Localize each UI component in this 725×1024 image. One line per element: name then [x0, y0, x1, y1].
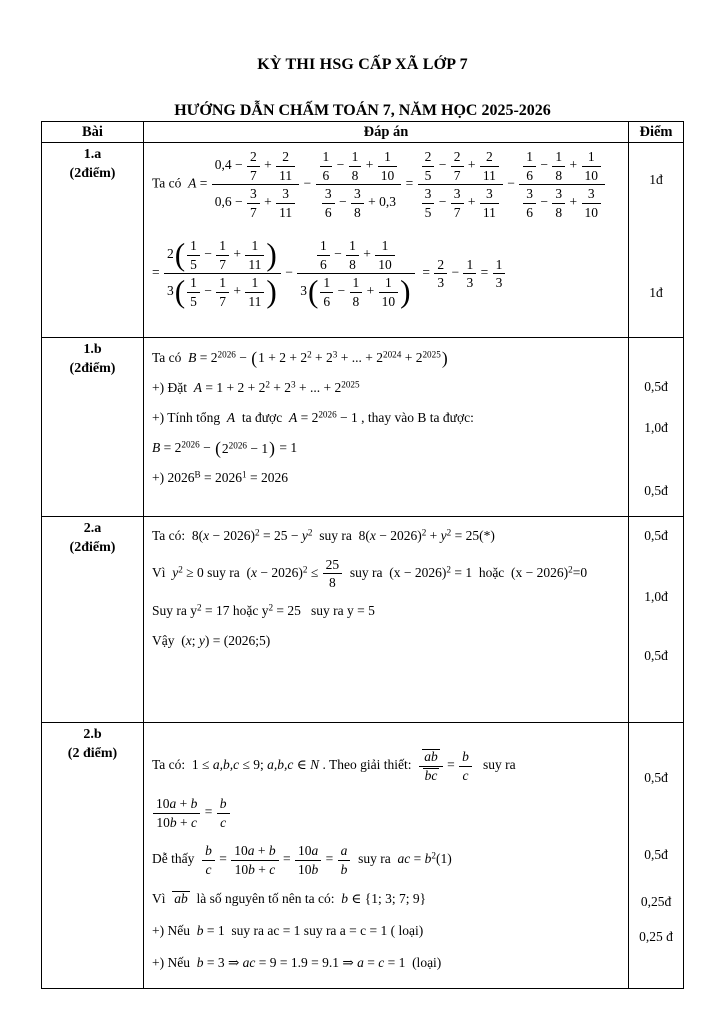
- fraction: $\frac{1}{6}$ − $\frac{1}{8}$ + $\frac{1}{10}$ 3 ( $\frac{1}{6}$ − $\frac{1}{8}$ + $\frac{1}{10}$ ): [297, 238, 414, 309]
- fraction: $\frac{1}{10}$: [378, 149, 398, 183]
- fraction: $\frac{1}{5}$: [187, 238, 200, 272]
- fraction: $\frac{10a}{10b}$: [295, 843, 321, 877]
- problem-label-cell: [42, 723, 144, 989]
- fraction: $\frac{3}{6}$: [523, 186, 536, 220]
- answer-cell: [144, 338, 629, 517]
- fraction: $\frac{2}{11}$: [480, 149, 499, 183]
- fraction: $\frac{1}{10}$: [375, 238, 395, 272]
- answer-cell: [144, 723, 629, 989]
- points-cell: [629, 338, 684, 517]
- fraction: $\frac{1}{8}$: [350, 275, 363, 309]
- answer-line: +) Đặt $A = 1 + 2 + 2^2 + 2^3$ + ... + $2^{2025}$: [152, 379, 360, 396]
- document-title: KỲ THI HSG CẤP XÃ LỚP 7: [257, 56, 468, 73]
- grading-table: [41, 121, 684, 989]
- fraction: [419, 749, 443, 783]
- problem-id: 2.b: [83, 727, 102, 742]
- point-value: 0,5đ: [644, 770, 668, 785]
- fraction: $\frac{1}{6}$: [523, 149, 536, 183]
- problem-points-total: (2điểm): [69, 360, 116, 376]
- answer-line: Vì $y^2 \ge 0$ suy ra $(x - 2026)^2$ ≤ $\frac{25}{8}$ suy ra $(x - 2026)^2 = 1$ hoặc $(x - 2026)^2=0$: [152, 556, 588, 591]
- header-diem: Điểm: [629, 122, 684, 143]
- answer-line: = 2 ( $\frac{1}{5}$ − $\frac{1}{7}$ + $\frac{1}{11}$ ) 3 ( $\frac{1}{5}$ − $\frac{1}{7}$ + $\frac{1}{11}$ ) − $\frac{1}{6}$ − $\frac{1}{8}$ + $\frac{1}{10}$ 3 ( $\frac{1}{6}$ − $\frac{1}{8}$ + $\frac{1}{10}$ ) = $\frac{2}{3}$ − $\frac{1}{3}$ = $\frac{1}{3}$: [152, 238, 624, 309]
- fraction: $\frac{3}{7}$: [451, 186, 464, 220]
- answer-cell: [144, 143, 629, 338]
- answer-cell: [144, 517, 629, 723]
- fraction: $\frac{1}{11}$: [245, 238, 264, 272]
- answer-line: Vì ab là số nguyên tố nên ta có: b ∈ {1; 3; 7; 9}: [152, 891, 427, 907]
- point-value: 0,5đ: [644, 648, 668, 663]
- fraction: $\frac{10a + b}{10b + c}$: [231, 843, 278, 877]
- fraction: $\frac{3}{6}$: [322, 186, 335, 220]
- overline: ab: [424, 749, 438, 764]
- problem-id: 2.a: [83, 521, 102, 536]
- fraction: $\frac{3}{11}$: [480, 186, 499, 220]
- answer-line: +) $2026^B = 2026^1 = 2026$: [152, 469, 288, 486]
- fraction: $\frac{1}{6}$: [320, 149, 333, 183]
- fraction: 0,4 − $\frac{2}{7}$ + $\frac{2}{11}$ 0,6 − $\frac{3}{7}$ + $\frac{3}{11}$: [212, 149, 299, 220]
- answer-line: $\frac{10a + b}{10b + c}$ = $\frac{b}{c}$: [152, 796, 624, 830]
- fraction: $\frac{2}{5}$: [422, 149, 435, 183]
- table-row-1b: [42, 338, 684, 517]
- answer-line: Vậy (x; y) = (2026;5): [152, 632, 271, 648]
- header-dapan: Đáp án: [144, 122, 629, 143]
- fraction: $\frac{1}{10}$: [582, 149, 602, 183]
- points-cell: [629, 517, 684, 723]
- problem-points-total: (2điểm): [69, 539, 116, 555]
- table-row-2a: [42, 517, 684, 723]
- table-row-1a: [42, 143, 684, 338]
- fraction: $\frac{1}{5}$: [187, 275, 200, 309]
- problem-label-cell: [42, 143, 144, 338]
- fraction: $\frac{1}{6}$: [320, 275, 333, 309]
- fraction: $\frac{b}{c}$: [459, 749, 472, 783]
- fraction: $\frac{3}{11}$: [276, 186, 295, 220]
- overline: ab: [174, 891, 188, 907]
- answer-line: +) Tính tổng A ta được $A = 2^{2026} - 1$ , thay vào B ta được:: [152, 409, 474, 426]
- answer-line: $B = 2^{2026}$ − ( $2^{2026} - 1$ ) = 1: [152, 438, 298, 459]
- fraction: $\frac{25}{8}$: [323, 557, 343, 591]
- point-value: 0,25 đ: [639, 929, 673, 944]
- problem-label-cell: [42, 517, 144, 723]
- fraction: $\frac{1}{8}$: [349, 149, 362, 183]
- table-row-2b: [42, 723, 684, 989]
- overline: bc: [424, 767, 438, 783]
- point-value: 1,0đ: [644, 589, 668, 604]
- fraction: $\frac{1}{6}$: [317, 238, 330, 272]
- fraction: $\frac{a}{b}$: [338, 843, 351, 877]
- answer-line: +) Nếu b = 1 suy ra ac = 1 suy ra a = c = 1 ( loại): [152, 922, 424, 938]
- fraction: $\frac{1}{10}$: [379, 275, 399, 309]
- fraction: $\frac{1}{6}$ − $\frac{1}{8}$ + $\frac{1}{10}$ $\frac{3}{6}$ − $\frac{3}{8}$ + 0,3: [316, 149, 402, 220]
- fraction: $\frac{b}{c}$: [217, 796, 230, 830]
- fraction: 2 ( $\frac{1}{5}$ − $\frac{1}{7}$ + $\frac{1}{11}$ ) 3 ( $\frac{1}{5}$ − $\frac{1}{7}$ + $\frac{1}{11}$ ): [164, 238, 281, 309]
- fraction: $\frac{1}{3}$: [463, 257, 476, 291]
- point-value: 0,5đ: [644, 379, 668, 394]
- point-value: 0,5đ: [644, 483, 668, 498]
- fraction: $\frac{2}{7}$: [451, 149, 464, 183]
- fraction: $\frac{2}{3}$: [434, 257, 447, 291]
- problem-label-cell: [42, 338, 144, 517]
- point-value: 1,0đ: [644, 420, 668, 435]
- problem-points-total: (2điểm): [69, 165, 116, 181]
- fraction: $\frac{10a + b}{10b + c}$: [153, 796, 200, 830]
- answer-line: Ta có A = 0,4 − $\frac{2}{7}$ + $\frac{2}{11}$ 0,6 − $\frac{3}{7}$ + $\frac{3}{11}$ − $\frac{1}{6}$ − $\frac{1}{8}$ + $\frac{1}{10}$ $\frac{3}{6}$ − $\frac{3}{8}$ + 0,3 = $\frac{2}{5}$ − $\frac{2}{7}$ + $\frac{2}{11}$ $\frac{3}{5}$ − $\frac{3}{7}$ + $\frac{3}{11}$ − $\frac{1}{6}$ − $\frac{1}{8}$ + $\frac{1}{10}$ $\frac{3}{6}$ − $\frac{3}{8}$ + $\frac{3}{10}$: [152, 149, 624, 220]
- fraction: $\frac{2}{5}$ − $\frac{2}{7}$ + $\frac{2}{11}$ $\frac{3}{5}$ − $\frac{3}{7}$ + $\frac{3}{11}$: [418, 149, 503, 220]
- fraction: $\frac{1}{6}$ − $\frac{1}{8}$ + $\frac{1}{10}$ $\frac{3}{6}$ − $\frac{3}{8}$ + $\frac{3}{10}$: [519, 149, 605, 220]
- fraction: $\frac{1}{3}$: [493, 257, 506, 291]
- answer-line: Ta có: $8(x - 2026)^2 = 25 - y^2$ suy ra $8(x - 2026)^2 + y^2 = 25(*)$: [152, 527, 495, 543]
- point-value: 0,5đ: [644, 847, 668, 862]
- fraction: $\frac{3}{5}$: [422, 186, 435, 220]
- point-value: 0,5đ: [644, 528, 668, 543]
- fraction: $\frac{1}{8}$: [346, 238, 359, 272]
- fraction: $\frac{1}{7}$: [216, 275, 229, 309]
- points-cell: [629, 143, 684, 338]
- fraction: $\frac{b}{c}$: [202, 843, 215, 877]
- table-header-row: [42, 122, 684, 143]
- point-value: 1đ: [649, 172, 663, 187]
- fraction: $\frac{3}{8}$: [351, 186, 364, 220]
- document-subtitle: HƯỚNG DẪN CHẤM TOÁN 7, NĂM HỌC 2025-2026: [174, 102, 551, 119]
- problem-id: 1.b: [83, 342, 102, 357]
- problem-id: 1.a: [83, 147, 102, 162]
- problem-points-total: (2 điểm): [67, 745, 118, 761]
- point-value: 0,25đ: [640, 894, 672, 909]
- fraction: $\frac{1}{7}$: [216, 238, 229, 272]
- fraction: $\frac{1}{11}$: [245, 275, 264, 309]
- fraction: $\frac{1}{8}$: [552, 149, 565, 183]
- answer-line: Ta có: 1 ≤ a,b,c ≤ 9; a,b,c ∈ N . Theo giải thiết: $\frac{ab}{bc}$ = $\frac{b}{c}$ suy ra: [152, 749, 516, 783]
- answer-line: Dễ thấy $\frac{b}{c}$ = $\frac{10a + b}{10b + c}$ = $\frac{10a}{10b}$ = $\frac{a}{b}$ suy ra ac = $b^2(1)$: [152, 843, 452, 877]
- fraction: $\frac{3}{8}$: [552, 186, 565, 220]
- fraction: $\frac{3}{10}$: [582, 186, 602, 220]
- answer-line: Ta có $B = 2^{2026}$ − ( $1 + 2 + 2^2 + 2^3$ + ... + $2^{2024} + 2^{2025}$ ): [152, 348, 448, 369]
- header-bai: Bài: [42, 122, 144, 143]
- fraction: $\frac{2}{7}$: [247, 149, 260, 183]
- fraction: $\frac{3}{7}$: [247, 186, 260, 220]
- points-cell: [629, 723, 684, 989]
- fraction: $\frac{2}{11}$: [276, 149, 295, 183]
- answer-line: Suy ra $y^2 = 17$ hoặc $y^2 = 25$ suy ra y = 5: [152, 602, 375, 618]
- point-value: 1đ: [649, 285, 663, 300]
- answer-line: +) Nếu b = 3 ⇒ ac = 9 = 1.9 = 9.1 ⇒ a = c = 1 (loại): [152, 954, 442, 970]
